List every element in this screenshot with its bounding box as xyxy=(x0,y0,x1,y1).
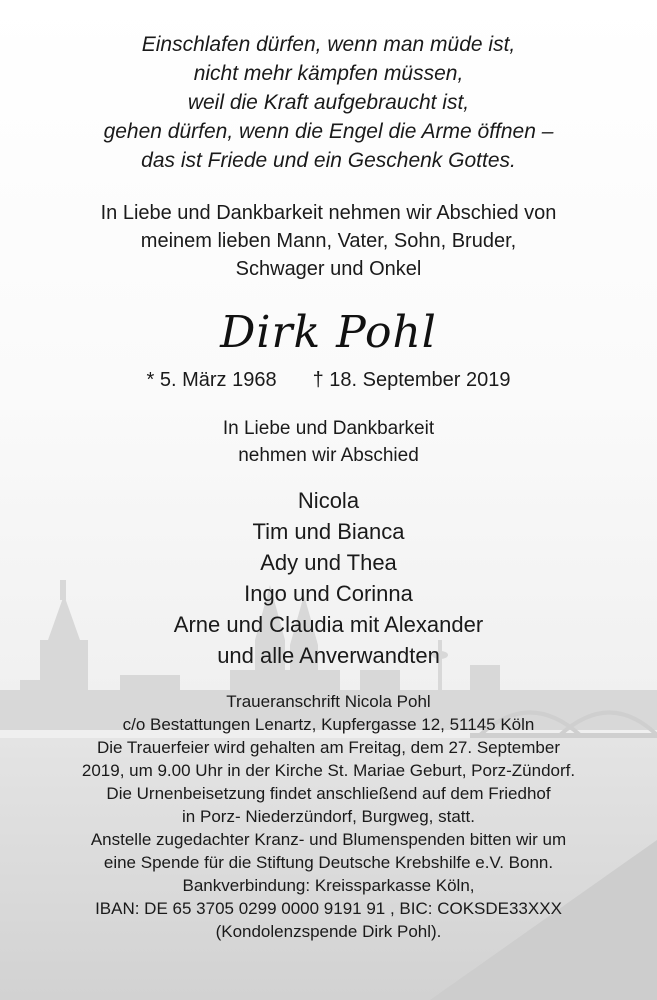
mourner-entry: Ingo und Corinna xyxy=(244,581,413,606)
funeral-notes xyxy=(0,690,657,943)
donation-info: eine Spende für die Stiftung Deutsche Krebshilfe e.V. Bonn. xyxy=(103,853,554,872)
poem xyxy=(0,30,657,175)
birth-date: * 5. März 1968 xyxy=(146,369,277,391)
poem-line: weil die Kraft aufgebraucht ist, xyxy=(187,91,470,114)
farewell-text xyxy=(0,415,657,469)
bank-info: IBAN: DE 65 3705 0299 0000 9191 91 , BIC: COKSDE33XXX xyxy=(95,899,562,918)
intro-line: Schwager und Onkel xyxy=(235,258,422,280)
poem-line: Einschlafen dürfen, wenn man müde ist, xyxy=(141,33,516,56)
deceased-name: Dirk Pohl xyxy=(220,307,437,358)
mourner-entry: und alle Anverwandten xyxy=(217,643,440,668)
burial-info: Die Urnenbeisetzung findet anschließend auf dem Friedhof xyxy=(106,784,551,803)
mourning-address: c/o Bestattungen Lenartz, Kupfergasse 12, 51145 Köln xyxy=(122,715,535,734)
donation-reference: (Kondolenzspende Dirk Pohl). xyxy=(215,922,442,941)
service-info: Die Trauerfeier wird gehalten am Freitag, dem 27. September xyxy=(96,738,560,757)
mourner-entry: Nicola xyxy=(297,488,360,513)
intro-line: In Liebe und Dankbarkeit nehmen wir Abschied von xyxy=(100,202,557,224)
life-dates xyxy=(0,366,657,394)
service-info: 2019, um 9.00 Uhr in der Kirche St. Mariae Geburt, Porz-Zündorf. xyxy=(81,761,576,780)
donation-info: Anstelle zugedachter Kranz- und Blumenspenden bitten wir um xyxy=(90,830,567,849)
mourners-list xyxy=(0,485,657,671)
poem-line: nicht mehr kämpfen müssen, xyxy=(193,62,464,85)
mourner-entry: Ady und Thea xyxy=(260,550,397,575)
intro-text xyxy=(0,199,657,283)
mourner-entry: Tim und Bianca xyxy=(252,519,405,544)
bank-info: Bankverbindung: Kreissparkasse Köln, xyxy=(182,876,475,895)
poem-line: gehen dürfen, wenn die Engel die Arme öffnen – xyxy=(103,120,554,143)
poem-line: das ist Friede und ein Geschenk Gottes. xyxy=(141,149,516,172)
death-date: † 18. September 2019 xyxy=(312,369,511,391)
mourner-entry: Arne und Claudia mit Alexander xyxy=(173,612,484,637)
mourning-address: Traueranschrift Nicola Pohl xyxy=(226,692,431,711)
burial-info: in Porz- Niederzündorf, Burgweg, statt. xyxy=(182,807,475,826)
intro-line: meinem lieben Mann, Vater, Sohn, Bruder, xyxy=(140,230,517,252)
farewell-line: nehmen wir Abschied xyxy=(238,445,419,466)
farewell-line: In Liebe und Dankbarkeit xyxy=(222,418,435,439)
